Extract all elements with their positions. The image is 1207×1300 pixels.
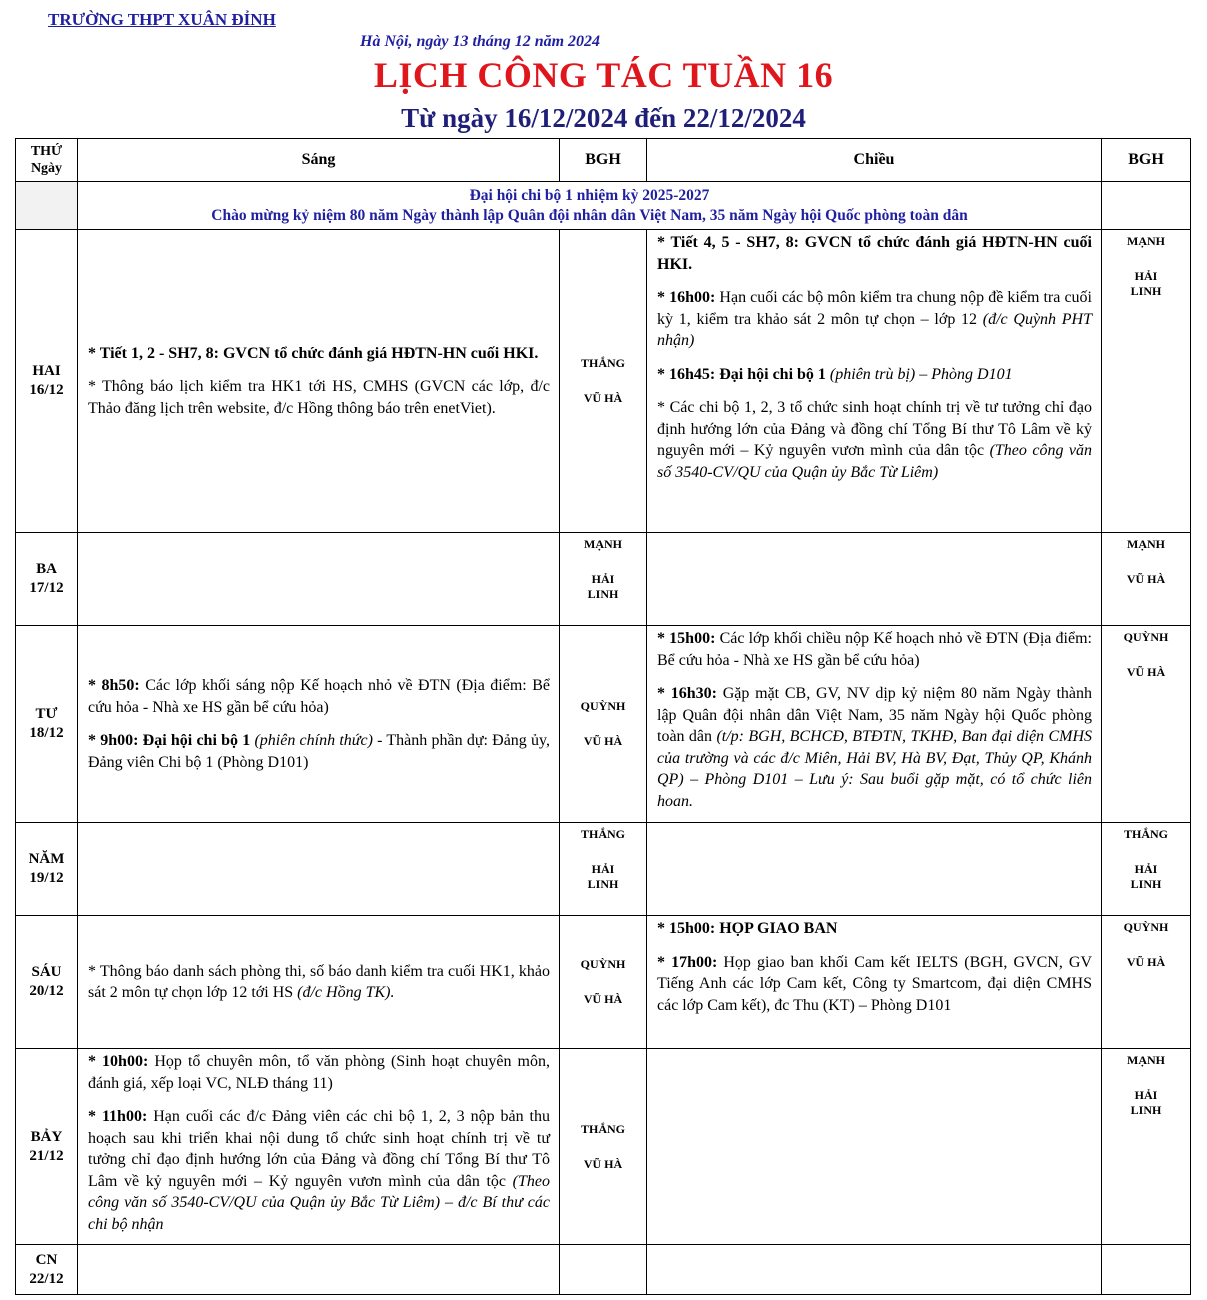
text-segment: Hạn cuối các đ/c Đảng viên các chi bộ 1, 2, 3 nộp bản thu hoạch sau khi triển khai nội dung tổ chức sinh hoạt chính trị về tư tưởng chỉ đạo định hướng lớn của Đảng và đồng chí Tổng Bí thư Tô Lâm về kỷ nguyên mới – Kỷ nguyên vươn mình của dân tộc (88, 1108, 550, 1190)
text-segment: - Thành phần dự: Đảng ủy, Đảng viên Chi bộ 1 (Phòng D101) (88, 732, 550, 771)
header-bgh-morning: BGH (560, 139, 647, 182)
wed-m1 (88, 675, 550, 718)
text-segment: Họp giao ban khối Cam kết IELTS (BGH, GVCN, GV Tiếng Anh các lớp Cam kết, Công ty Smartcom, đại diện CMHS các lớp Cam kết), đc Thu (KT) – Phòng D101 (657, 953, 1092, 1014)
text-segment: * Các chi bộ 1, 2, 3 tổ chức sinh hoạt chính trị về tư tưởng chỉ đạo định hướng lớn của Đảng và đồng chí Tổng Bí thư Tô Lâm về kỷ nguyên mới – Kỷ nguyên vươn mình của dân tộc (657, 399, 1092, 459)
morning-sat (78, 1049, 560, 1245)
day-tue (16, 533, 78, 626)
header-day (16, 139, 78, 182)
mon-a4 (657, 397, 1092, 483)
banner-row (16, 182, 1191, 230)
bgh-afternoon-mon (1102, 230, 1191, 533)
bgh-staff-name: VŨ HÀ (583, 734, 623, 748)
bgh-staff-name: HẢI LINH (1130, 269, 1162, 298)
bgh-staff-name: VŨ HÀ (583, 992, 623, 1006)
day-sun (16, 1245, 78, 1295)
bgh-staff-name: VŨ HÀ (583, 391, 623, 405)
bgh-staff-name: VŨ HÀ (1126, 665, 1166, 679)
date-line: Hà Nội, ngày 13 tháng 12 năm 2024 (360, 33, 601, 50)
bgh-staff-name: MẠNH (1127, 537, 1165, 551)
text-segment: * 9h00: Đại hội chi bộ 1 (88, 732, 251, 749)
mon-a2 (657, 287, 1092, 352)
sat-m2 (88, 1106, 550, 1235)
afternoon-sun (647, 1245, 1102, 1295)
page-subtitle: Từ ngày 16/12/2024 đến 22/12/2024 (401, 103, 806, 133)
bgh-staff-name: MẠNH (1127, 234, 1165, 248)
row-mon (16, 230, 1191, 533)
bgh-afternoon-fri (1102, 916, 1191, 1049)
text-segment: (Theo công văn số 3540-CV/QU của Quận ủy Bắc Từ Liêm) (657, 442, 1093, 481)
text-segment: CN (35, 1251, 58, 1268)
text-segment: Hạn cuối các bộ môn kiểm tra chung nộp đề kiểm tra cuối kỳ 1, kiểm tra khảo sát 2 môn tự chọn – lớp 12 (657, 289, 1092, 328)
header-day-line2: Ngày (30, 161, 63, 176)
morning-sun (78, 1245, 560, 1295)
bgh-afternoon-thu (1102, 823, 1191, 916)
bgh-morning-mon (560, 230, 647, 533)
bgh-staff-name: VŨ HÀ (1126, 955, 1166, 969)
bgh-staff-name: QUỲNH (580, 699, 626, 713)
bgh-staff-name: THẮNG (580, 827, 625, 841)
text-segment: 21/12 (29, 1147, 64, 1164)
bgh-morning-tue (560, 533, 647, 626)
header-morning: Sáng (78, 139, 560, 182)
wed-a1 (657, 628, 1092, 671)
afternoon-wed (647, 626, 1102, 823)
day-wed (16, 626, 78, 823)
text-segment: Gặp mặt CB, GV, NV dịp kỷ niệm 80 năm Ngày thành lập Quân đội nhân dân Việt Nam, 35 năm Ngày hội Quốc phòng toàn dân (657, 685, 1093, 745)
row-sat (16, 1049, 1191, 1245)
bgh-staff-name: QUỲNH (1123, 630, 1169, 644)
bgh-staff-name: QUỲNH (580, 957, 626, 971)
header-bgh-afternoon: BGH (1102, 139, 1191, 182)
text-segment: BA (36, 561, 57, 577)
bgh-morning-thu (560, 823, 647, 916)
text-segment: * 11h00: (88, 1108, 148, 1125)
text-segment: HAI (32, 363, 61, 379)
text-segment: 20/12 (29, 983, 64, 999)
banner-line1: Đại hội chi bộ 1 nhiệm kỳ 2025-2027 (469, 186, 710, 204)
text-segment: * 16h30: (657, 685, 717, 702)
banner-empty-right (1102, 182, 1191, 230)
afternoon-thu (647, 823, 1102, 916)
bgh-afternoon-tue (1102, 533, 1191, 626)
day-thu (16, 823, 78, 916)
bgh-staff-name: MẠNH (1127, 1053, 1165, 1067)
morning-fri (78, 916, 560, 1049)
text-segment: Các lớp khối chiều nộp Kế hoạch nhỏ về ĐTN (Địa điểm: Bể cứu hỏa - Nhà xe HS gần bể cứu hỏa) (657, 630, 1092, 669)
morning-tue (78, 533, 560, 626)
page-title: LỊCH CÔNG TÁC TUẦN 16 (373, 55, 834, 95)
row-thu (16, 823, 1191, 916)
mon-a1: * Tiết 4, 5 - SH7, 8: GVCN tổ chức đánh giá HĐTN-HN cuối HKI. (657, 234, 1092, 273)
fri-m1 (88, 961, 550, 1004)
bgh-staff-name: THẮNG (580, 356, 625, 370)
bgh-afternoon-sat (1102, 1049, 1191, 1245)
text-segment: 17/12 (29, 580, 64, 596)
bgh-afternoon-sun (1102, 1245, 1191, 1295)
row-sun (16, 1245, 1191, 1295)
text-segment: * 16h00: (657, 289, 716, 306)
schedule-table (15, 138, 1191, 1295)
afternoon-mon (647, 230, 1102, 533)
bgh-staff-name: HẢI LINH (1130, 862, 1162, 891)
text-segment: Các lớp khối sáng nộp Kế hoạch nhỏ về ĐTN (Địa điểm: Bể cứu hỏa - Nhà xe HS gần bể cứu hỏa) (88, 677, 550, 716)
banner-empty (16, 182, 78, 230)
text-segment: (Theo công văn số 3540-CV/QU của Quận ủy Bắc Từ Liêm) – đ/c Bí thư các chi bộ nhận (88, 1172, 550, 1233)
row-tue (16, 533, 1191, 626)
wed-m2 (88, 730, 550, 773)
morning-thu (78, 823, 560, 916)
day-sat (16, 1049, 78, 1245)
afternoon-fri (647, 916, 1102, 1049)
bgh-morning-sat (560, 1049, 647, 1245)
bgh-staff-name: THẮNG (580, 1121, 625, 1136)
text-segment: 19/12 (29, 870, 64, 886)
bgh-staff-name: HẢI LINH (587, 572, 619, 601)
afternoon-tue (647, 533, 1102, 626)
text-segment: BẢY (30, 1128, 63, 1145)
text-segment: SÁU (31, 964, 62, 980)
bgh-morning-wed (560, 626, 647, 823)
text-segment: (phiên chính thức) (250, 732, 373, 749)
bgh-morning-sun (560, 1245, 647, 1295)
row-fri (16, 916, 1191, 1049)
mon-a3 (657, 364, 1092, 386)
text-segment: Họp tổ chuyên môn, tổ văn phòng (Sinh hoạt chuyên môn, đánh giá, xếp loại VC, NLĐ tháng 11) (88, 1053, 551, 1092)
bgh-staff-name: VŨ HÀ (1126, 572, 1166, 586)
bgh-morning-fri (560, 916, 647, 1049)
mon-m2: * Thông báo lịch kiểm tra HK1 tới HS, CMHS (GVCN các lớp, đ/c Thảo đăng lịch trên website, đ/c Hồng thông báo trên enetViet). (88, 378, 550, 417)
text-segment: * 8h50: (88, 677, 140, 694)
bgh-staff-name: MẠNH (584, 537, 622, 551)
header-afternoon: Chiều (647, 139, 1102, 182)
text-segment: 22/12 (29, 1270, 64, 1287)
text-segment: * 15h00: (657, 630, 716, 647)
header-day-line1: THỨ (30, 144, 63, 159)
bgh-afternoon-wed (1102, 626, 1191, 823)
text-segment: * 10h00: (88, 1053, 149, 1070)
text-segment: NĂM (28, 851, 65, 867)
wed-a2 (657, 683, 1092, 812)
text-segment: TƯ (35, 706, 58, 722)
bgh-staff-name: HẢI LINH (1130, 1088, 1162, 1117)
morning-wed (78, 626, 560, 823)
morning-mon (78, 230, 560, 533)
banner (78, 182, 1102, 230)
fri-a1: * 15h00: HỌP GIAO BAN (657, 920, 838, 937)
bgh-staff-name: HẢI LINH (587, 862, 619, 891)
sat-m1 (88, 1051, 550, 1094)
text-segment: * Thông báo danh sách phòng thi, số báo danh kiểm tra cuối HK1, khảo sát 2 môn tự chọn lớp 12 tới HS (88, 962, 550, 1001)
bgh-staff-name: THẮNG (1123, 827, 1168, 841)
bgh-staff-name: VŨ HÀ (583, 1156, 623, 1171)
day-mon (16, 230, 78, 533)
header-row (16, 139, 1191, 182)
fri-a2 (657, 952, 1092, 1017)
text-segment: * 17h00: (657, 953, 718, 971)
banner-line2: Chào mừng kỷ niệm 80 năm Ngày thành lập Quân đội nhân dân Việt Nam, 35 năm Ngày hội Quốc phòng toàn dân (211, 206, 968, 224)
text-segment: 18/12 (29, 725, 64, 741)
text-segment: 16/12 (29, 382, 64, 398)
row-wed (16, 626, 1191, 823)
day-fri (16, 916, 78, 1049)
text-segment: (đ/c Quỳnh PHT nhận) (657, 310, 1092, 349)
text-segment: (đ/c Hồng TK). (297, 984, 395, 1001)
text-segment: (phiên trù bị) – Phòng D101 (825, 365, 1013, 383)
text-segment: (t/p: BGH, BCHCĐ, BTĐTN, TKHĐ, Ban đại diện CMHS của trường và các đ/c Miên, Hải BV, Hà BV, Đạt, Thủy QP, Khánh QP) – Phòng D101 – Lưu ý: Sau buổi gặp mặt, có tổ chức liên hoan. (657, 728, 1093, 810)
mon-m1: * Tiết 1, 2 - SH7, 8: GVCN tổ chức đánh giá HĐTN-HN cuối HKI. (88, 344, 539, 362)
text-segment: * 16h45: Đại hội chi bộ 1 (657, 365, 826, 383)
afternoon-sat (647, 1049, 1102, 1245)
bgh-staff-name: QUỲNH (1123, 920, 1169, 934)
school-name: TRƯỜNG THPT XUÂN ĐỈNH (48, 10, 276, 29)
